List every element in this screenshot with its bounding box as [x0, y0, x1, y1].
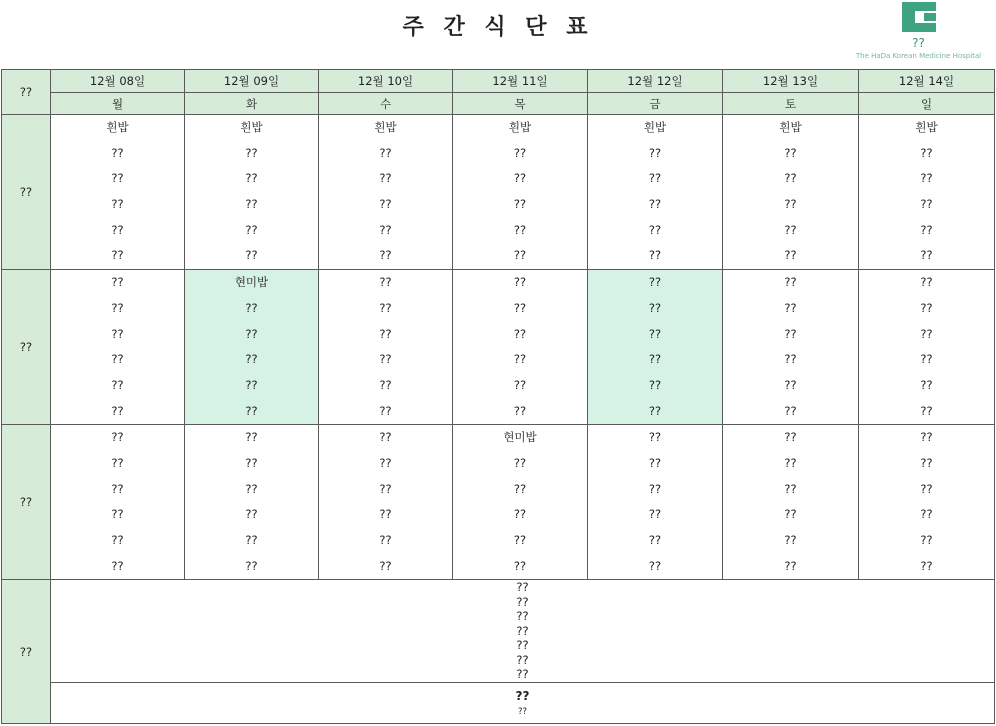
dinner-menu-cell: [185, 425, 319, 580]
weekly-menu-table: [1, 69, 995, 724]
menu-item: ??: [513, 326, 527, 341]
menu-item: 흰밥: [643, 120, 667, 134]
menu-item: ??: [920, 300, 933, 315]
menu-item: 흰밥: [915, 120, 938, 134]
menu-item: ??: [513, 533, 527, 547]
menu-item: ??: [784, 171, 797, 186]
breakfast-menu-cell: [185, 115, 319, 270]
menu-item: ??: [245, 430, 258, 445]
menu-item: ??: [513, 455, 527, 470]
menu-item: ??: [379, 145, 392, 160]
breakfast-menu-cell: [723, 115, 859, 270]
breakfast-label: ??: [2, 115, 51, 270]
menu-item: ??: [920, 248, 933, 263]
menu-item: ??: [245, 222, 258, 237]
weekday-cell: 월: [51, 93, 185, 115]
menu-item: ??: [245, 326, 258, 341]
menu-item: ??: [513, 197, 527, 212]
menu-item: ??: [111, 248, 124, 263]
origin-line: ??: [516, 652, 529, 667]
menu-item: 흰밥: [374, 120, 397, 134]
menu-item: ??: [648, 352, 662, 367]
menu-item: ??: [379, 222, 392, 237]
menu-item: ??: [379, 197, 392, 212]
menu-item: ??: [111, 558, 124, 573]
date-cell: 12월 10일: [319, 70, 453, 93]
menu-item: ??: [648, 430, 662, 445]
menu-item: ??: [379, 352, 392, 367]
dinner-menu-cell: [723, 425, 859, 580]
menu-item: ??: [784, 455, 797, 470]
date-cell: 12월 12일: [588, 70, 723, 93]
menu-item: ??: [111, 352, 124, 367]
menu-item: ??: [784, 222, 797, 237]
weekday-cell: 화: [185, 93, 319, 115]
menu-item: ??: [648, 300, 662, 315]
menu-item: ??: [245, 145, 258, 160]
menu-item: ??: [784, 430, 797, 445]
menu-item: ??: [784, 533, 797, 547]
menu-item: 흰밥: [106, 120, 129, 134]
hospital-english-name: The HaDa Korean Medicine Hospital: [855, 52, 982, 60]
menu-item: ??: [920, 377, 933, 392]
menu-item: ??: [379, 403, 392, 418]
menu-item: ??: [513, 145, 527, 160]
menu-item: ??: [784, 326, 797, 341]
menu-item: ??: [245, 507, 258, 522]
menu-item: ??: [379, 300, 392, 315]
menu-item: ??: [784, 145, 797, 160]
menu-item: ??: [111, 533, 124, 547]
menu-item: ??: [111, 403, 124, 418]
dinner-menu-cell: [588, 425, 723, 580]
menu-item: ??: [784, 300, 797, 315]
menu-item: ??: [920, 275, 933, 290]
menu-item: ??: [245, 248, 258, 263]
menu-item: 흰밥: [508, 120, 532, 134]
menu-item: ??: [920, 558, 933, 573]
notice-main: ??: [515, 688, 530, 703]
menu-item: ??: [784, 507, 797, 522]
menu-item: ??: [245, 558, 258, 573]
menu-item: ??: [784, 197, 797, 212]
menu-item: ??: [111, 197, 124, 212]
menu-item: ??: [245, 197, 258, 212]
menu-item: ??: [513, 377, 527, 392]
menu-item: ??: [648, 455, 662, 470]
date-cell: 12월 11일: [453, 70, 588, 93]
date-cell: 12월 13일: [723, 70, 859, 93]
origin-line: ??: [516, 609, 529, 624]
weekday-cell: 금: [588, 93, 723, 115]
hospital-name: ??: [912, 36, 925, 50]
menu-item: ??: [245, 481, 258, 496]
date-row: [2, 70, 995, 93]
dinner-menu-cell: [319, 425, 453, 580]
menu-item: ??: [379, 326, 392, 341]
menu-item: ??: [513, 275, 527, 290]
date-cell: 12월 14일: [859, 70, 995, 93]
menu-item: ??: [379, 248, 392, 263]
menu-item: ??: [513, 171, 527, 186]
menu-item: ??: [648, 507, 662, 522]
menu-item: ??: [379, 558, 392, 573]
menu-item: ??: [784, 248, 797, 263]
lunch-menu-cell: [319, 270, 453, 425]
menu-item: ??: [111, 145, 124, 160]
weekday-row: [2, 93, 995, 115]
menu-item: ??: [379, 455, 392, 470]
menu-item: ??: [920, 430, 933, 445]
origin-line: ??: [516, 594, 529, 609]
hospital-logo: [851, 2, 986, 61]
menu-item: 흰밥: [779, 120, 802, 134]
menu-item: ??: [379, 275, 392, 290]
date-cell: 12월 09일: [185, 70, 319, 93]
menu-item: ??: [648, 171, 662, 186]
menu-item: ??: [379, 481, 392, 496]
origin-row: [2, 580, 995, 683]
menu-item: 현미밥: [503, 430, 537, 445]
menu-item: ??: [111, 430, 124, 445]
dinner-label: ??: [2, 425, 51, 580]
menu-item: ??: [920, 222, 933, 237]
menu-item: ??: [648, 248, 662, 263]
origin-line: ??: [516, 580, 529, 595]
menu-item: ??: [111, 507, 124, 522]
menu-item: ??: [513, 481, 527, 496]
menu-item: ??: [513, 403, 527, 418]
menu-item: ??: [245, 352, 258, 367]
menu-item: ??: [245, 171, 258, 186]
menu-item: ??: [111, 275, 124, 290]
origin-label: ??: [2, 580, 51, 724]
lunch-menu-cell: [588, 270, 723, 425]
lunch-menu-cell: [51, 270, 185, 425]
menu-item: ??: [648, 222, 662, 237]
breakfast-menu-cell: [859, 115, 995, 270]
menu-item: ??: [111, 300, 124, 315]
menu-item: ??: [784, 403, 797, 418]
lunch-menu-cell: [723, 270, 859, 425]
page-title: 주 간 식 단 표: [402, 15, 594, 40]
menu-item: ??: [245, 533, 258, 547]
breakfast-row: [2, 115, 995, 270]
weekday-cell: 수: [319, 93, 453, 115]
hospital-cross-logo-icon: [902, 2, 936, 32]
menu-item: ??: [379, 507, 392, 522]
menu-item: ??: [513, 507, 527, 522]
menu-item: ??: [111, 222, 124, 237]
notice: [51, 682, 995, 723]
menu-item: ??: [648, 326, 662, 341]
menu-item: 현미밥: [234, 275, 269, 290]
dinner-menu-cell: [453, 425, 588, 580]
dinner-menu-cell: [859, 425, 995, 580]
origin-line: ??: [516, 623, 529, 638]
menu-item: ??: [513, 300, 527, 315]
menu-item: ??: [111, 377, 124, 392]
menu-item: ??: [513, 248, 527, 263]
menu-item: ??: [513, 352, 527, 367]
weekday-cell: 토: [723, 93, 859, 115]
lunch-menu-cell: [859, 270, 995, 425]
menu-item: ??: [648, 197, 662, 212]
breakfast-menu-cell: [453, 115, 588, 270]
menu-item: 흰밥: [240, 120, 263, 134]
date-label: ??: [2, 70, 51, 115]
menu-item: ??: [648, 558, 662, 573]
menu-item: ??: [920, 326, 933, 341]
breakfast-menu-cell: [319, 115, 453, 270]
lunch-label: ??: [2, 270, 51, 425]
menu-item: ??: [648, 275, 662, 290]
weekday-cell: 목: [453, 93, 588, 115]
menu-item: ??: [784, 275, 797, 290]
menu-item: ??: [648, 145, 662, 160]
dinner-menu-cell: [51, 425, 185, 580]
menu-item: ??: [920, 507, 933, 522]
menu-item: ??: [920, 171, 933, 186]
menu-item: ??: [379, 377, 392, 392]
menu-item: ??: [245, 455, 258, 470]
menu-item: ??: [920, 481, 933, 496]
menu-item: ??: [784, 481, 797, 496]
menu-item: ??: [111, 481, 124, 496]
menu-item: ??: [245, 300, 258, 315]
breakfast-menu-cell: [588, 115, 723, 270]
menu-item: ??: [920, 533, 933, 547]
menu-item: ??: [648, 403, 662, 418]
origin-line: ??: [516, 638, 529, 653]
menu-item: ??: [920, 455, 933, 470]
menu-item: ??: [648, 481, 662, 496]
menu-item: ??: [920, 145, 933, 160]
menu-item: ??: [379, 533, 392, 547]
menu-item: ??: [111, 326, 124, 341]
menu-item: ??: [784, 377, 797, 392]
menu-item: ??: [920, 403, 933, 418]
origin-info: [51, 580, 995, 683]
lunch-menu-cell: [453, 270, 588, 425]
menu-item: ??: [920, 352, 933, 367]
menu-item: ??: [111, 171, 124, 186]
menu-item: ??: [920, 197, 933, 212]
menu-item: ??: [513, 222, 527, 237]
dinner-row: [2, 425, 995, 580]
menu-item: ??: [379, 171, 392, 186]
menu-item: ??: [245, 403, 258, 418]
breakfast-menu-cell: [51, 115, 185, 270]
lunch-menu-cell: [185, 270, 319, 425]
notice-row: [2, 682, 995, 723]
allergy-notice: ??: [517, 706, 528, 717]
origin-line: ??: [516, 667, 529, 682]
menu-item: ??: [648, 377, 662, 392]
menu-item: ??: [648, 533, 662, 547]
lunch-row: [2, 270, 995, 425]
weekday-cell: 일: [859, 93, 995, 115]
menu-item: ??: [784, 558, 797, 573]
menu-item: ??: [784, 352, 797, 367]
menu-item: ??: [513, 558, 527, 573]
date-cell: 12월 08일: [51, 70, 185, 93]
menu-item: ??: [111, 455, 124, 470]
menu-item: ??: [379, 430, 392, 445]
menu-item: ??: [245, 377, 258, 392]
